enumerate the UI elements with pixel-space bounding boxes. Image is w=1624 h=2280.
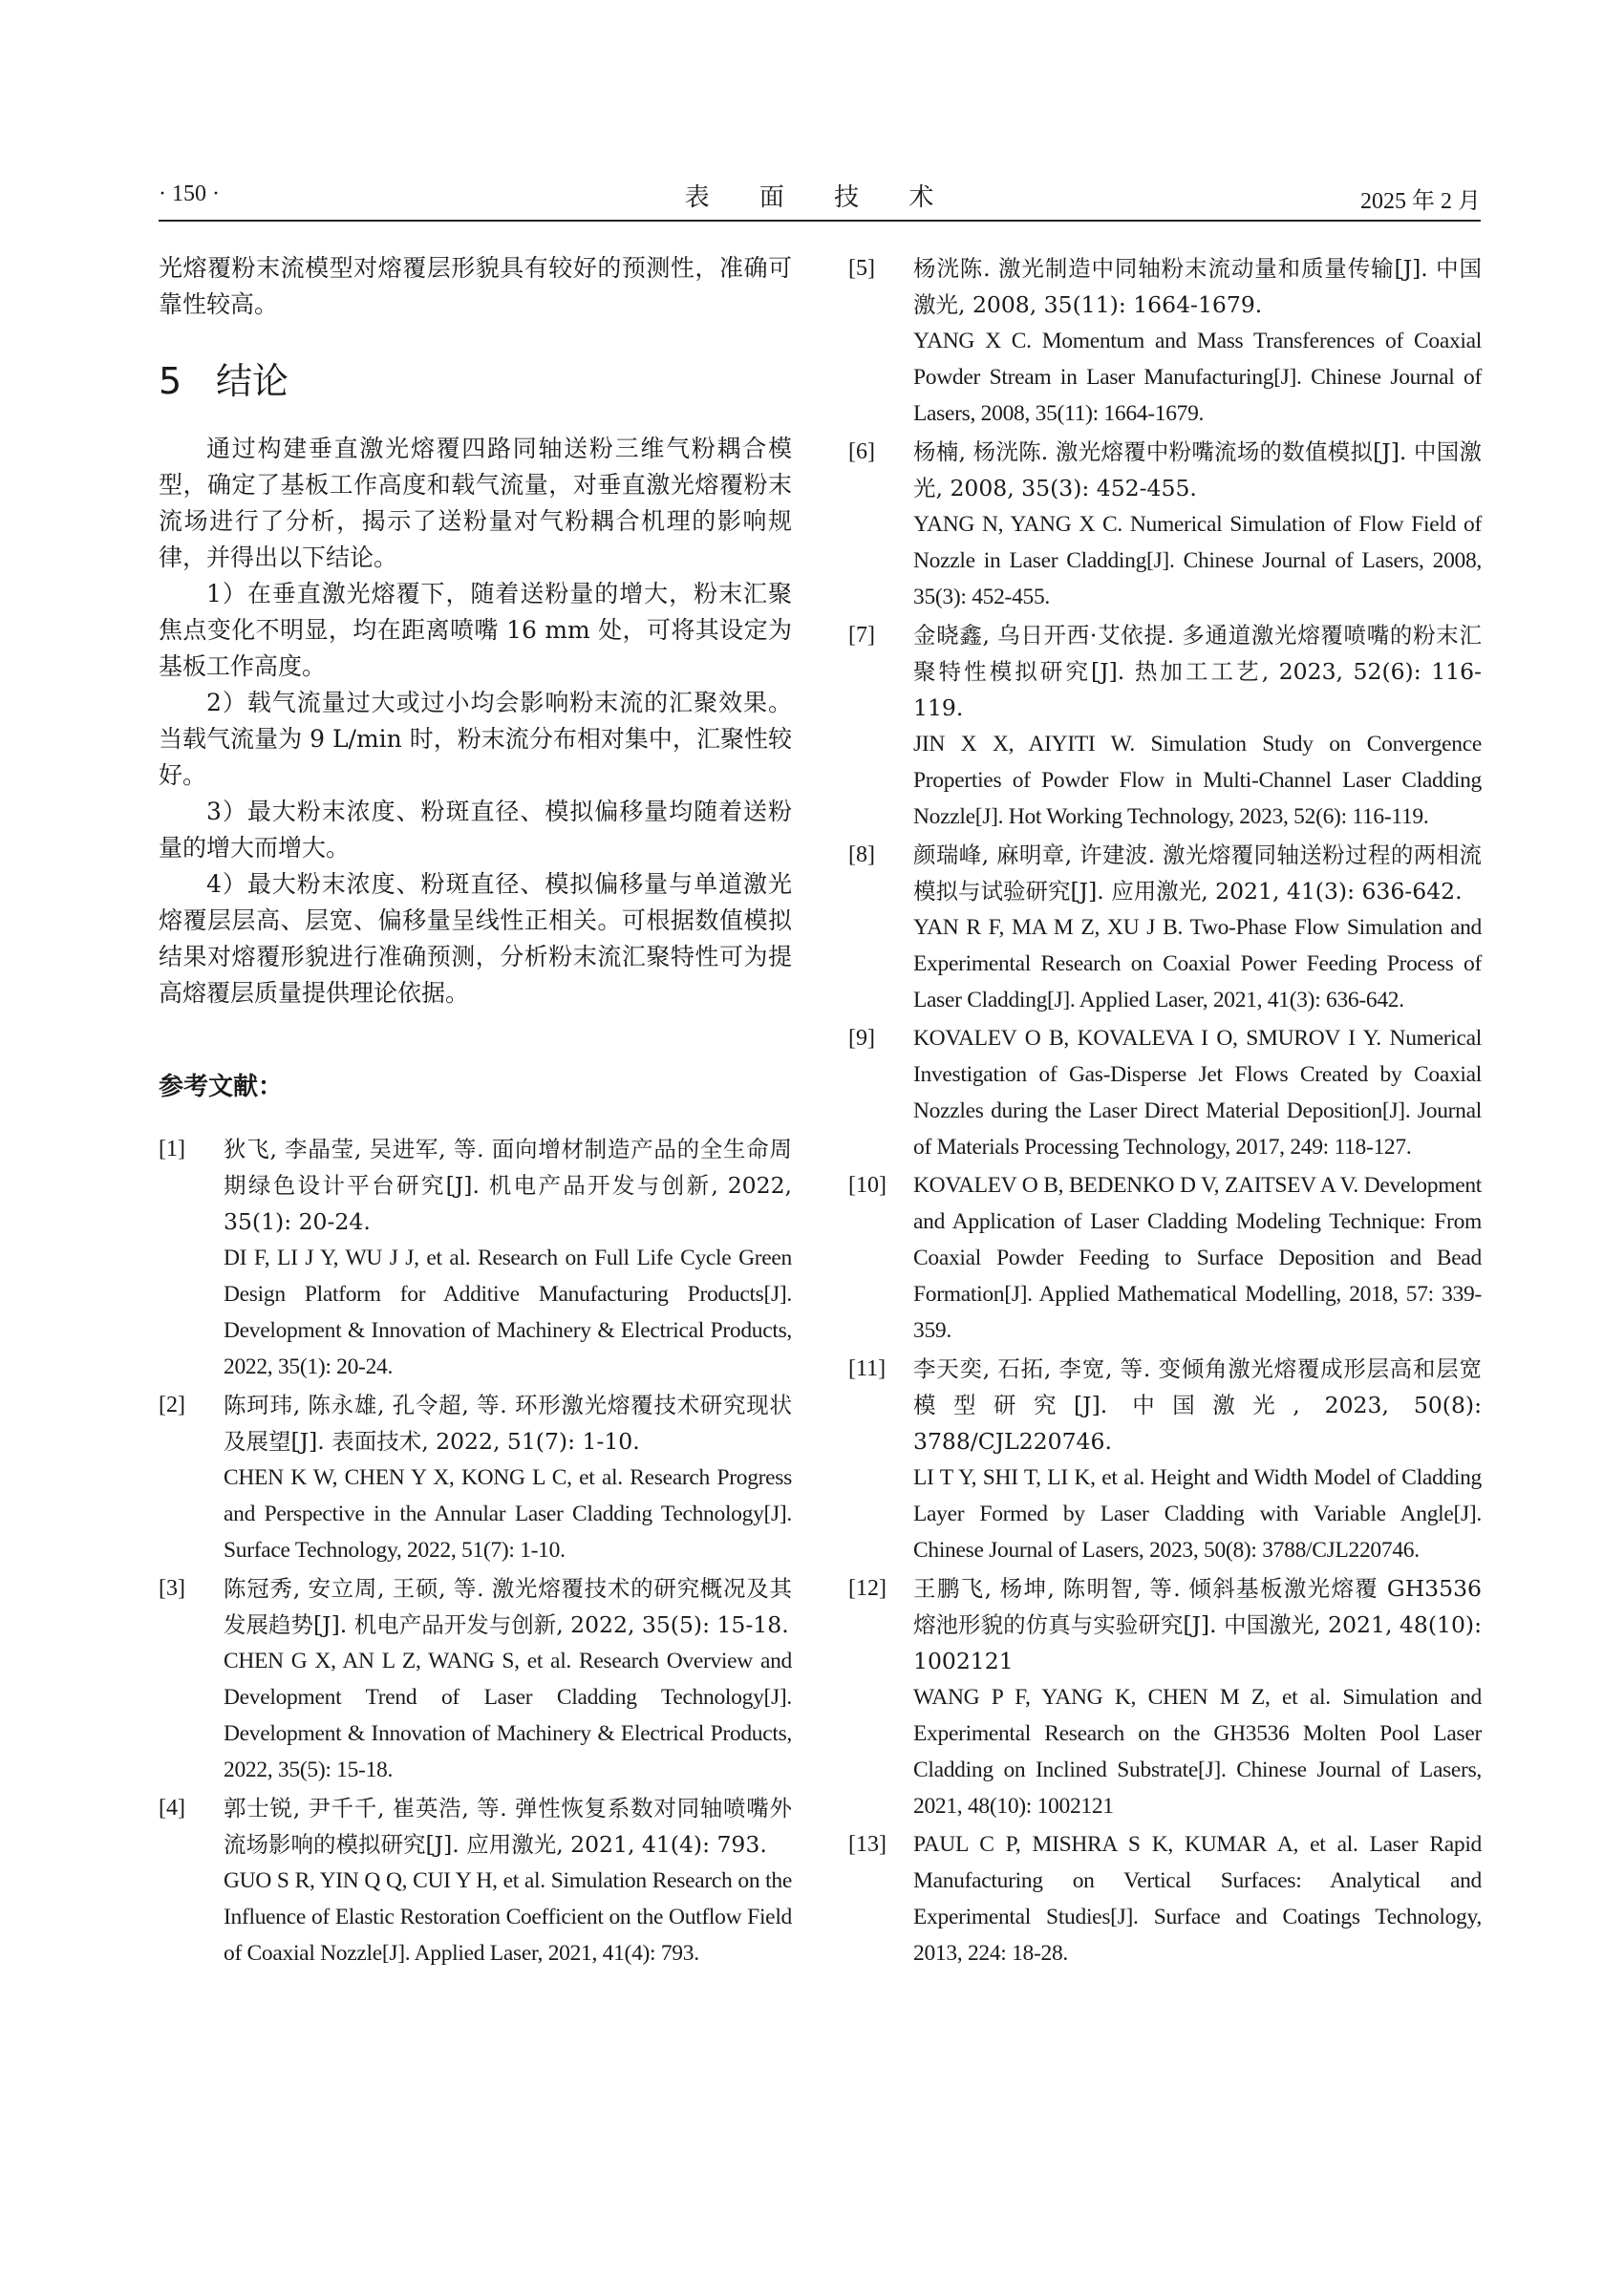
- reference-zh: 陈冠秀, 安立周, 王硕, 等. 激光熔覆技术的研究概况及其发展趋势[J]. 机电产品开发与创新, 2022, 35(5): 15-18.: [224, 1575, 792, 1638]
- references-title: 参考文献：: [159, 1073, 284, 1101]
- issue-date: 2025 年 2 月: [1360, 189, 1481, 214]
- section-number: 5: [159, 360, 182, 402]
- reference-number: [3]: [159, 1576, 185, 1601]
- reference-en: JIN X X, AIYITI W. Simulation Study on Convergence Properties of Powder Flow in Multi-Channel Laser Cladding Nozzle[J]. Hot Working Technology, 2023, 52(6): 116-119.: [913, 732, 1482, 829]
- right-column: [848, 250, 1482, 1973]
- reference-number: [4]: [159, 1796, 185, 1821]
- reference-zh: 陈珂玮, 陈永雄, 孔令超, 等. 环形激光熔覆技术研究现状及展望[J]. 表面技术, 2022, 51(7): 1-10.: [224, 1392, 792, 1455]
- reference-zh: 郭士锐, 尹千千, 崔英浩, 等. 弹性恢复系数对同轴喷嘴外流场影响的模拟研究[J]. 应用激光, 2021, 41(4): 793.: [224, 1795, 792, 1858]
- reference-number: [1]: [159, 1137, 185, 1161]
- reference-zh: 颜瑞峰, 麻明章, 许建波. 激光熔覆同轴送粉过程的两相流模拟与试验研究[J]. 应用激光, 2021, 41(3): 636-642.: [913, 842, 1482, 905]
- journal-title: 表 面 技 术: [684, 183, 955, 212]
- reference-item: [848, 1020, 1482, 1165]
- reference-en: YANG X C. Momentum and Mass Transferences of Coaxial Powder Stream in Laser Manufacturing[J]. Chinese Journal of Lasers, 2008, 35(11): 1664-1679.: [913, 329, 1482, 426]
- reference-item: [848, 434, 1482, 615]
- reference-en: CHEN G X, AN L Z, WANG S, et al. Research Overview and Development Trend of Laser Cladding Technology[J]. Development & Innovation of Machinery & Electrical Products, 2022, 35(5): 15-18.: [224, 1649, 792, 1782]
- body-paragraph: 4）最大粉末浓度、粉斑直径、模拟偏移量与单道激光熔覆层层高、层宽、偏移量呈线性正相关。可根据数值模拟结果对熔覆形貌进行准确预测，分析粉末流汇聚特性可为提高熔覆层质量提供理论依据。: [159, 870, 792, 1007]
- reference-item: [848, 250, 1482, 432]
- running-header: [159, 178, 1481, 214]
- reference-number: [11]: [848, 1356, 887, 1381]
- reference-en: KOVALEV O B, BEDENKO D V, ZAITSEV A V. Development and Application of Laser Cladding Modeling Technique: From Coaxial Powder Feeding to Surface Deposition and Bead Formation[J]. Applied Mathematical Modelling, 2018, 57: 339-359.: [913, 1173, 1482, 1343]
- left-column: [159, 250, 792, 1973]
- reference-en: YANG N, YANG X C. Numerical Simulation of Flow Field of Nozzle in Laser Cladding[J]. Chinese Journal of Lasers, 2008, 35(3): 452-455.: [913, 512, 1482, 609]
- reference-number: [12]: [848, 1576, 887, 1601]
- reference-en: PAUL C P, MISHRA S K, KUMAR A, et al. Laser Rapid Manufacturing on Vertical Surfaces: Analytical and Experimental Studies[J]. Surface and Coatings Technology, 2013, 224: 18-28.: [913, 1832, 1482, 1966]
- reference-item: [159, 1387, 792, 1568]
- intro-text: 光熔覆粉末流模型对熔覆层形貌具有较好的预测性，准确可靠性较高。: [159, 254, 792, 318]
- reference-zh: 李天奕, 石拓, 李宽, 等. 变倾角激光熔覆成形层高和层宽模型研究[J]. 中国激光, 2023, 50(8): 3788/CJL220746.: [913, 1355, 1482, 1455]
- reference-number: [10]: [848, 1173, 887, 1198]
- reference-en: KOVALEV O B, KOVALEVA I O, SMUROV I Y. Numerical Investigation of Gas-Disperse Jet Flows Created by Coaxial Nozzles during the Laser Direct Material Deposition[J]. Journal of Materials Processing Technology, 2017, 249: 118-127.: [913, 1026, 1482, 1160]
- reference-zh: 王鹏飞, 杨坤, 陈明智, 等. 倾斜基板激光熔覆 GH3536 熔池形貌的仿真与实验研究[J]. 中国激光, 2021, 48(10): 1002121: [913, 1575, 1482, 1674]
- reference-zh: 狄飞, 李晶莹, 吴进军, 等. 面向增材制造产品的全生命周期绿色设计平台研究[J]. 机电产品开发与创新, 2022, 35(1): 20-24.: [224, 1136, 792, 1235]
- reference-number: [5]: [848, 256, 875, 281]
- header-rule: [159, 220, 1481, 222]
- reference-item: [159, 1131, 792, 1385]
- section-heading: [159, 352, 792, 404]
- reference-item: [848, 1167, 1482, 1349]
- reference-number: [13]: [848, 1832, 887, 1857]
- reference-item: [848, 617, 1482, 835]
- reference-en: CHEN K W, CHEN Y X, KONG L C, et al. Research Progress and Perspective in the Annular Laser Cladding Technology[J]. Surface Technology, 2022, 51(7): 1-10.: [224, 1465, 792, 1563]
- reference-en: GUO S R, YIN Q Q, CUI Y H, et al. Simulation Research on the Influence of Elastic Restoration Coefficient on the Outflow Field of Coaxial Nozzle[J]. Applied Laser, 2021, 41(4): 793.: [224, 1868, 792, 1966]
- reference-zh: 金晓鑫, 乌日开西·艾依提. 多通道激光熔覆喷嘴的粉末汇聚特性模拟研究[J]. 热加工工艺, 2023, 52(6): 116-119.: [913, 622, 1482, 721]
- reference-item: [848, 837, 1482, 1018]
- reference-item: [159, 1790, 792, 1971]
- body-paragraph: 1）在垂直激光熔覆下，随着送粉量的增大，粉末汇聚焦点变化不明显，均在距离喷嘴 16 mm 处，可将其设定为基板工作高度。: [159, 580, 792, 680]
- section-title: 结论: [216, 360, 289, 402]
- reference-zh: 杨洸陈. 激光制造中同轴粉末流动量和质量传输[J]. 中国激光, 2008, 35(11): 1664-1679.: [913, 255, 1482, 318]
- reference-number: [7]: [848, 623, 875, 648]
- reference-item: [848, 1570, 1482, 1824]
- body-paragraph: 2）载气流量过大或过小均会影响粉末流的汇聚效果。当载气流量为 9 L/min 时，粉末流分布相对集中，汇聚性较好。: [159, 689, 792, 789]
- reference-en: YAN R F, MA M Z, XU J B. Two-Phase Flow Simulation and Experimental Research on Coaxial Power Feeding Process of Laser Cladding[J]. Applied Laser, 2021, 41(3): 636-642.: [913, 915, 1482, 1012]
- reference-item: [848, 1351, 1482, 1568]
- body-paragraph: 3）最大粉末浓度、粉斑直径、模拟偏移量均随着送粉量的增大而增大。: [159, 798, 792, 862]
- reference-en: LI T Y, SHI T, LI K, et al. Height and Width Model of Cladding Layer Formed by Laser Cladding with Variable Angle[J]. Chinese Journal of Lasers, 2023, 50(8): 3788/CJL220746.: [913, 1465, 1482, 1563]
- reference-en: DI F, LI J Y, WU J J, et al. Research on Full Life Cycle Green Design Platform for Additive Manufacturing Products[J]. Development & Innovation of Machinery & Electrical Products, 2022, 35(1): 20-24.: [224, 1246, 792, 1379]
- body-paragraph: 通过构建垂直激光熔覆四路同轴送粉三维气粉耦合模型，确定了基板工作高度和载气流量，对垂直激光熔覆粉末流场进行了分析，揭示了送粉量对气粉耦合机理的影响规律，并得出以下结论。: [159, 435, 792, 571]
- reference-number: [6]: [848, 439, 875, 464]
- reference-number: [2]: [159, 1393, 185, 1417]
- reference-zh: 杨楠, 杨洸陈. 激光熔覆中粉嘴流场的数值模拟[J]. 中国激光, 2008, 35(3): 452-455.: [913, 438, 1482, 501]
- page-number: · 150 ·: [159, 181, 220, 206]
- reference-en: WANG P F, YANG K, CHEN M Z, et al. Simulation and Experimental Research on the GH3536 Molten Pool Laser Cladding on Inclined Substrate[J]. Chinese Journal of Lasers, 2021, 48(10): 1002121: [913, 1685, 1482, 1819]
- reference-number: [9]: [848, 1026, 875, 1051]
- reference-item: [848, 1826, 1482, 1971]
- reference-item: [159, 1570, 792, 1788]
- reference-number: [8]: [848, 842, 875, 867]
